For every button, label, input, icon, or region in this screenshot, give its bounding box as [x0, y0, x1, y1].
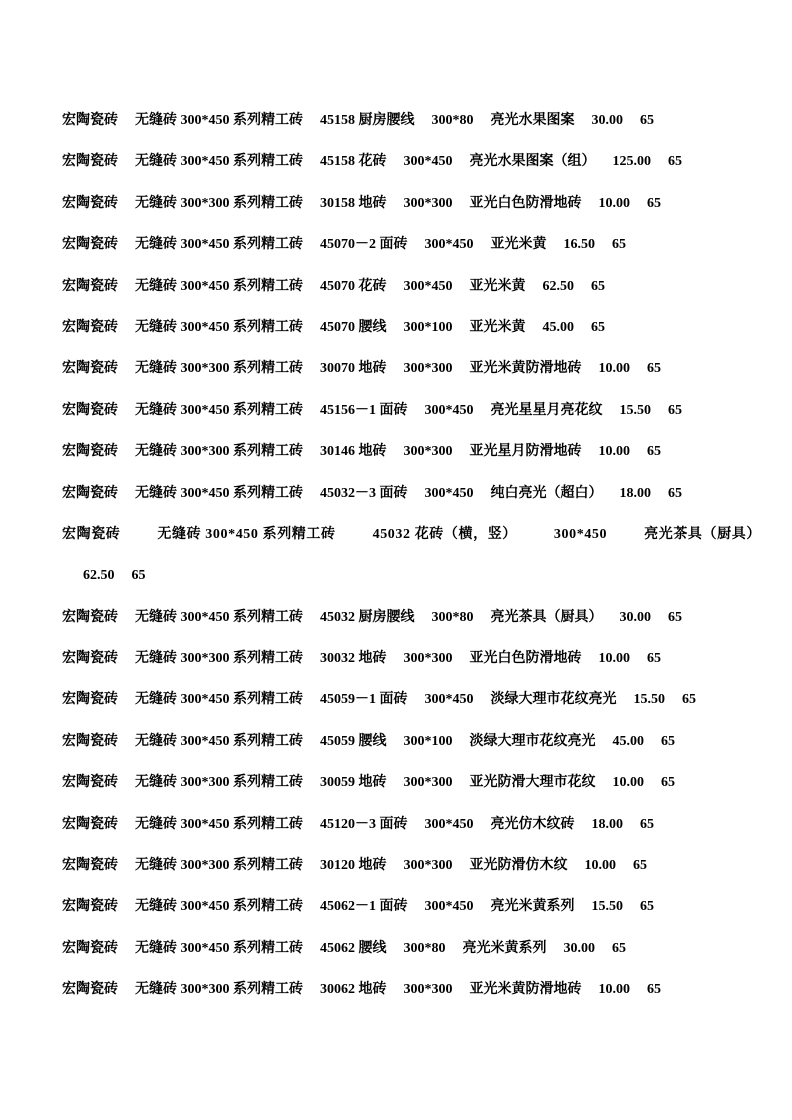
cell-qty: 65 — [633, 858, 647, 874]
cell-brand: 宏陶瓷砖 — [62, 733, 118, 749]
cell-series: 无缝砖 300*450 系列精工砖 — [135, 402, 303, 418]
doc-line — [62, 473, 762, 514]
cell-finish: 淡绿大理市花纹亮光 — [490, 692, 617, 708]
cell-price: 10.00 — [598, 982, 630, 998]
cell-series: 无缝砖 300*450 系列精工砖 — [135, 278, 303, 294]
cell-price: 30.00 — [619, 609, 651, 625]
cell-item: 30059 地砖 — [320, 775, 387, 791]
cell-qty: 65 — [647, 361, 661, 377]
cell-qty: 65 — [640, 113, 654, 128]
cell-price: 45.00 — [612, 733, 644, 749]
cell-item: 30158 地砖 — [320, 195, 387, 211]
cell-size: 300*450 — [403, 154, 453, 170]
cell-qty: 65 — [661, 775, 675, 791]
cell-size: 300*80 — [431, 609, 474, 625]
cell-price: 15.50 — [591, 899, 623, 915]
cell-size: 300*450 — [424, 402, 474, 418]
cell-item: 45156－1 面砖 — [320, 402, 408, 418]
cell-series: 无缝砖 300*300 系列精工砖 — [135, 195, 303, 211]
doc-line — [62, 266, 762, 307]
cell-item: 30032 地砖 — [320, 651, 387, 667]
doc-line — [62, 886, 762, 927]
cell-price: 125.00 — [612, 154, 651, 170]
doc-line — [62, 721, 762, 762]
cell-brand: 宏陶瓷砖 — [62, 651, 118, 667]
doc-line — [62, 762, 762, 803]
cell-qty: 65 — [647, 982, 661, 998]
cell-finish: 亮光茶具（厨具） — [644, 526, 761, 542]
cell-series: 无缝砖 300*450 系列精工砖 — [135, 609, 303, 625]
cell-price: 30.00 — [591, 113, 623, 128]
cell-qty: 65 — [668, 485, 682, 501]
cell-price: 62.50 — [83, 568, 115, 584]
cell-qty: 65 — [131, 568, 146, 584]
cell-qty: 65 — [591, 319, 605, 335]
cell-qty: 65 — [661, 733, 675, 749]
cell-item: 45059－1 面砖 — [320, 692, 408, 708]
cell-brand: 宏陶瓷砖 — [62, 982, 118, 998]
cell-price: 15.50 — [619, 402, 651, 418]
cell-finish: 亚光米黄 — [469, 319, 526, 335]
cell-series: 无缝砖 300*450 系列精工砖 — [135, 940, 303, 956]
cell-size: 300*80 — [431, 113, 474, 128]
cell-price: 45.00 — [542, 319, 574, 335]
doc-line — [62, 307, 762, 348]
cell-size: 300*450 — [553, 526, 608, 542]
doc-line — [62, 804, 762, 845]
doc-line — [62, 100, 762, 141]
cell-finish: 亮光水果图案（组） — [469, 154, 596, 170]
cell-qty: 65 — [682, 692, 696, 708]
cell-qty: 65 — [640, 899, 654, 915]
cell-size: 300*300 — [403, 775, 453, 791]
doc-line — [62, 224, 762, 265]
doc-line — [62, 638, 762, 679]
cell-size: 300*100 — [403, 733, 453, 749]
cell-item: 45032 花砖（横，竖） — [372, 526, 517, 542]
cell-price: 30.00 — [563, 940, 595, 956]
cell-price: 18.00 — [619, 485, 651, 501]
cell-qty: 65 — [668, 609, 682, 625]
cell-finish: 亮光米黄系列 — [490, 899, 575, 915]
cell-finish: 淡绿大理市花纹亮光 — [469, 733, 596, 749]
cell-qty: 65 — [647, 651, 661, 667]
cell-series: 无缝砖 300*450 系列精工砖 — [135, 899, 303, 915]
cell-brand: 宏陶瓷砖 — [62, 237, 118, 253]
cell-series: 无缝砖 300*450 系列精工砖 — [135, 733, 303, 749]
cell-qty: 65 — [647, 444, 661, 460]
cell-brand: 宏陶瓷砖 — [62, 775, 118, 791]
cell-price: 10.00 — [598, 651, 630, 667]
cell-brand: 宏陶瓷砖 — [62, 113, 118, 128]
document-body — [62, 100, 762, 1011]
doc-line — [62, 183, 762, 224]
cell-price: 10.00 — [598, 195, 630, 211]
cell-series: 无缝砖 300*450 系列精工砖 — [135, 154, 303, 170]
cell-price: 10.00 — [598, 361, 630, 377]
doc-line — [62, 928, 762, 969]
cell-size: 300*450 — [424, 485, 474, 501]
cell-item: 45070－2 面砖 — [320, 237, 408, 253]
cell-finish: 亚光米黄防滑地砖 — [469, 982, 582, 998]
cell-item: 45059 腰线 — [320, 733, 387, 749]
cell-item: 45062－1 面砖 — [320, 899, 408, 915]
doc-line — [62, 555, 762, 596]
cell-brand: 宏陶瓷砖 — [62, 526, 121, 542]
cell-size: 300*300 — [403, 858, 453, 874]
cell-qty: 65 — [640, 816, 654, 832]
cell-size: 300*450 — [424, 816, 474, 832]
cell-qty: 65 — [647, 195, 661, 211]
cell-finish: 亮光茶具（厨具） — [490, 609, 603, 625]
cell-qty: 65 — [612, 940, 626, 956]
doc-line — [62, 514, 762, 555]
cell-brand: 宏陶瓷砖 — [62, 402, 118, 418]
cell-finish: 亚光防滑仿木纹 — [469, 858, 568, 874]
cell-price: 62.50 — [542, 278, 574, 294]
cell-series: 无缝砖 300*450 系列精工砖 — [135, 692, 303, 708]
cell-size: 300*450 — [424, 692, 474, 708]
cell-qty: 65 — [612, 237, 626, 253]
cell-series: 无缝砖 300*450 系列精工砖 — [135, 485, 303, 501]
cell-finish: 亮光仿木纹砖 — [490, 816, 575, 832]
cell-brand: 宏陶瓷砖 — [62, 278, 118, 294]
doc-line — [62, 348, 762, 389]
cell-price: 10.00 — [612, 775, 644, 791]
cell-qty: 65 — [591, 278, 605, 294]
cell-finish: 亮光水果图案 — [490, 113, 575, 128]
cell-brand: 宏陶瓷砖 — [62, 195, 118, 211]
cell-brand: 宏陶瓷砖 — [62, 444, 118, 460]
cell-price: 10.00 — [598, 444, 630, 460]
cell-brand: 宏陶瓷砖 — [62, 361, 118, 377]
cell-item: 45070 花砖 — [320, 278, 387, 294]
cell-item: 30062 地砖 — [320, 982, 387, 998]
cell-finish: 纯白亮光（超白） — [490, 485, 603, 501]
cell-item: 45120－3 面砖 — [320, 816, 408, 832]
cell-brand: 宏陶瓷砖 — [62, 940, 118, 956]
cell-item: 45070 腰线 — [320, 319, 387, 335]
cell-series: 无缝砖 300*300 系列精工砖 — [135, 444, 303, 460]
cell-item: 45158 厨房腰线 — [320, 113, 415, 128]
cell-size: 300*300 — [403, 444, 453, 460]
cell-series: 无缝砖 300*300 系列精工砖 — [135, 982, 303, 998]
cell-finish: 亮光米黄系列 — [462, 940, 547, 956]
cell-brand: 宏陶瓷砖 — [62, 154, 118, 170]
cell-series: 无缝砖 300*450 系列精工砖 — [135, 113, 303, 128]
doc-line — [62, 679, 762, 720]
cell-series: 无缝砖 300*450 系列精工砖 — [157, 526, 336, 542]
doc-line — [62, 431, 762, 472]
doc-line — [62, 845, 762, 886]
cell-series: 无缝砖 300*300 系列精工砖 — [135, 775, 303, 791]
cell-brand: 宏陶瓷砖 — [62, 899, 118, 915]
doc-line — [62, 969, 762, 1010]
cell-size: 300*450 — [424, 237, 474, 253]
cell-item: 45158 花砖 — [320, 154, 387, 170]
cell-item: 45062 腰线 — [320, 940, 387, 956]
cell-size: 300*80 — [403, 940, 446, 956]
cell-finish: 亮光星星月亮花纹 — [490, 402, 603, 418]
cell-price: 16.50 — [563, 237, 595, 253]
cell-series: 无缝砖 300*300 系列精工砖 — [135, 858, 303, 874]
cell-series: 无缝砖 300*300 系列精工砖 — [135, 651, 303, 667]
cell-item: 30146 地砖 — [320, 444, 387, 460]
cell-brand: 宏陶瓷砖 — [62, 319, 118, 335]
cell-size: 300*300 — [403, 651, 453, 667]
cell-brand: 宏陶瓷砖 — [62, 485, 118, 501]
cell-finish: 亚光米黄防滑地砖 — [469, 361, 582, 377]
doc-line — [62, 390, 762, 431]
cell-qty: 65 — [668, 402, 682, 418]
cell-finish: 亚光星月防滑地砖 — [469, 444, 582, 460]
cell-brand: 宏陶瓷砖 — [62, 858, 118, 874]
cell-finish: 亚光白色防滑地砖 — [469, 651, 582, 667]
cell-brand: 宏陶瓷砖 — [62, 609, 118, 625]
cell-item: 30120 地砖 — [320, 858, 387, 874]
cell-series: 无缝砖 300*450 系列精工砖 — [135, 237, 303, 253]
cell-item: 30070 地砖 — [320, 361, 387, 377]
cell-finish: 亚光白色防滑地砖 — [469, 195, 582, 211]
cell-brand: 宏陶瓷砖 — [62, 692, 118, 708]
cell-finish: 亚光米黄 — [490, 237, 547, 253]
cell-price: 10.00 — [584, 858, 616, 874]
doc-line — [62, 141, 762, 182]
cell-qty: 65 — [668, 154, 682, 170]
cell-series: 无缝砖 300*450 系列精工砖 — [135, 319, 303, 335]
cell-finish: 亚光防滑大理市花纹 — [469, 775, 596, 791]
cell-price: 18.00 — [591, 816, 623, 832]
cell-size: 300*450 — [403, 278, 453, 294]
cell-finish: 亚光米黄 — [469, 278, 526, 294]
cell-size: 300*300 — [403, 195, 453, 211]
cell-item: 45032－3 面砖 — [320, 485, 408, 501]
cell-price: 15.50 — [633, 692, 665, 708]
cell-brand: 宏陶瓷砖 — [62, 816, 118, 832]
cell-size: 300*450 — [424, 899, 474, 915]
cell-size: 300*300 — [403, 982, 453, 998]
cell-series: 无缝砖 300*450 系列精工砖 — [135, 816, 303, 832]
cell-size: 300*300 — [403, 361, 453, 377]
cell-size: 300*100 — [403, 319, 453, 335]
doc-line — [62, 597, 762, 638]
cell-series: 无缝砖 300*300 系列精工砖 — [135, 361, 303, 377]
cell-item: 45032 厨房腰线 — [320, 609, 415, 625]
